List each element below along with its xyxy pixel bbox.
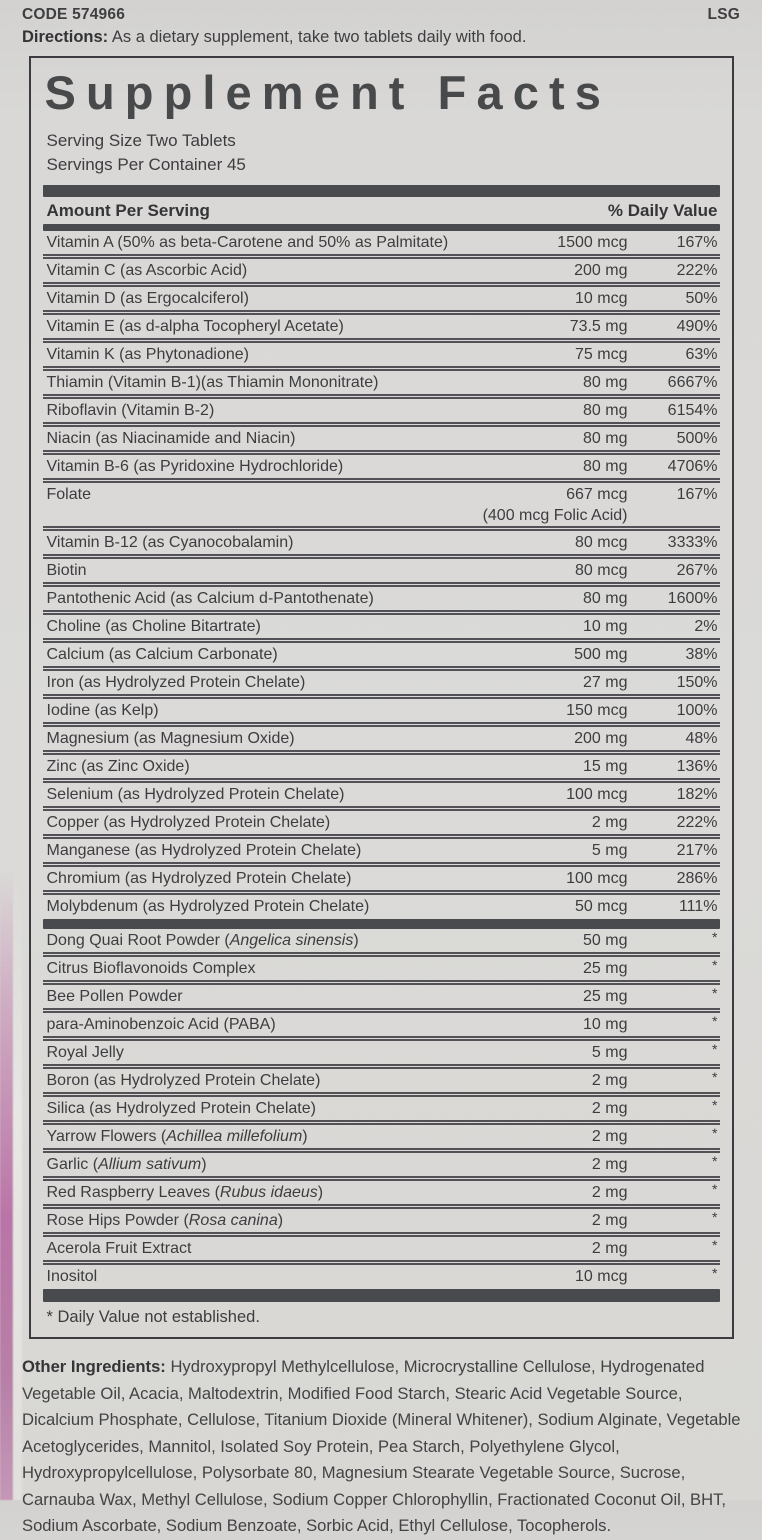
table-row xyxy=(43,890,720,918)
package-edge-pink xyxy=(0,870,13,1500)
daily-value: 182% xyxy=(676,786,718,804)
amount-value: 2 mg xyxy=(591,1100,628,1118)
daily-value-footnote: * Daily Value not established. xyxy=(46,1308,260,1327)
ingredient-name: Calcium (as Calcium Carbonate) xyxy=(46,646,278,664)
ingredient-name: Biotin xyxy=(46,562,87,580)
table-row xyxy=(43,1148,720,1176)
table-row xyxy=(43,254,720,282)
daily-value: 38% xyxy=(685,646,718,664)
ingredient-name: Vitamin A (50% as beta-Carotene and 50% as Palmitate) xyxy=(46,234,449,252)
amount-value: 25 mg xyxy=(583,988,628,1006)
ingredient-name: Magnesium (as Magnesium Oxide) xyxy=(46,730,295,748)
daily-value: 1600% xyxy=(667,590,718,608)
amount-value: 150 mcg xyxy=(566,702,628,720)
amount-value: 5 mg xyxy=(591,1044,628,1062)
ingredient-name: Iron (as Hydrolyzed Protein Chelate) xyxy=(46,674,306,692)
panel-title: Supplement Facts xyxy=(44,66,611,119)
amount-value: 50 mg xyxy=(583,932,628,950)
ingredient-name: Iodine (as Kelp) xyxy=(46,702,159,720)
ingredient-name: Yarrow Flowers (Achillea millefolium) xyxy=(46,1128,308,1146)
table-row xyxy=(43,310,720,338)
asterisk: * xyxy=(712,985,718,1002)
daily-value: 4706% xyxy=(667,458,718,476)
amount-value: 100 mcg xyxy=(566,870,628,888)
amount-value: 2 mg xyxy=(591,1072,628,1090)
ingredient-name: Molybdenum (as Hydrolyzed Protein Chelate) xyxy=(46,898,370,916)
ingredient-name: Vitamin B-6 (as Pyridoxine Hydrochloride) xyxy=(46,458,344,476)
asterisk: * xyxy=(712,1265,718,1282)
ingredient-name: Folate xyxy=(46,486,91,504)
asterisk: * xyxy=(712,1125,718,1142)
directions-label: Directions: xyxy=(22,28,109,46)
table-row xyxy=(43,806,720,834)
daily-value: 100% xyxy=(676,702,718,720)
asterisk: * xyxy=(712,1041,718,1058)
ingredient-name: Rose Hips Powder (Rosa canina) xyxy=(46,1212,284,1230)
daily-value: 6154% xyxy=(667,402,718,420)
ingredient-name: Vitamin C (as Ascorbic Acid) xyxy=(46,262,248,280)
latin-name: Allium sativum xyxy=(98,1156,202,1174)
table-row xyxy=(43,750,720,778)
amount-value: 15 mg xyxy=(583,758,628,776)
table-row xyxy=(43,1120,720,1148)
latin-name: Achillea millefolium xyxy=(166,1128,303,1146)
asterisk: * xyxy=(712,1181,718,1198)
daily-value: 150% xyxy=(676,674,718,692)
asterisk: * xyxy=(712,957,718,974)
ingredient-name: Selenium (as Hydrolyzed Protein Chelate) xyxy=(46,786,345,804)
ingredient-name: Manganese (as Hydrolyzed Protein Chelate) xyxy=(46,842,362,860)
daily-value: 217% xyxy=(676,842,718,860)
ingredient-name: Copper (as Hydrolyzed Protein Chelate) xyxy=(46,814,331,832)
amount-value: 100 mcg xyxy=(566,786,628,804)
table-row xyxy=(43,231,720,254)
daily-value: 6667% xyxy=(667,374,718,392)
daily-value: 50% xyxy=(685,290,718,308)
table-row xyxy=(43,778,720,806)
ingredient-name: Chromium (as Hydrolyzed Protein Chelate) xyxy=(46,870,352,888)
column-header-daily-value: % Daily Value xyxy=(607,201,718,221)
ingredient-name: Riboflavin (Vitamin B-2) xyxy=(46,402,215,420)
daily-value xyxy=(628,929,720,952)
directions-text: As a dietary supplement, take two tablets daily with food. xyxy=(111,28,527,46)
ingredient-name: Choline (as Choline Bitartrate) xyxy=(46,618,261,636)
daily-value: 63% xyxy=(685,346,718,364)
amount-value: 80 mg xyxy=(583,430,628,448)
amount-value: 500 mg xyxy=(574,646,628,664)
divider-bar-header xyxy=(43,224,720,231)
ingredient-name: Silica (as Hydrolyzed Protein Chelate) xyxy=(46,1100,316,1118)
asterisk: * xyxy=(712,929,718,946)
column-header-amount: Amount Per Serving xyxy=(46,201,210,221)
amount-value: 80 mcg xyxy=(575,534,628,552)
daily-value xyxy=(628,1237,720,1260)
table-row xyxy=(43,1204,720,1232)
daily-value xyxy=(628,1041,720,1064)
amount-value: 2 mg xyxy=(591,1240,628,1258)
daily-value xyxy=(628,1013,720,1036)
table-row xyxy=(43,834,720,862)
table-row xyxy=(43,1232,720,1260)
amount-value: 10 mcg xyxy=(575,290,628,308)
table-row xyxy=(43,638,720,666)
ingredient-name: Inositol xyxy=(46,1268,98,1286)
ingredient-name: Vitamin D (as Ergocalciferol) xyxy=(46,290,249,308)
amount-note: (400 mcg Folic Acid) xyxy=(482,507,628,525)
amount-value: 27 mg xyxy=(583,674,628,692)
code-text: CODE 574966 xyxy=(22,6,126,23)
other-ingredients-text: Hydroxypropyl Methylcellulose, Microcrystalline Cellulose, Hydrogenated Vegetable Oil, Acacia, Maltodextrin, Modified Food Starch, Stearic Acid Vegetable Source, Dicalcium Phosphate, Cellulose, Titanium Dioxide (Mineral Whitener), Sodium Alginate, Vegetable Acetoglycerides, Mannitol, Isolated Soy Protein, Pea Starch, Polyethylene Glycol, Hydroxypropylcellulose, Polysorbate 80, Magnesium Stearate Vegetable Source, Sucrose, Carnauba Wax, Methyl Cellulose, Sodium Copper Chlorophyllin, Fractionated Coconut Oil, BHT, Sodium Ascorbate, Sodium Benzoate, Sorbic Acid, Ethyl Cellulose, Tocopherols. xyxy=(22,1357,741,1536)
table-row xyxy=(43,862,720,890)
amount-value: 80 mg xyxy=(583,590,628,608)
daily-value: 3333% xyxy=(667,534,718,552)
herbal-rows-section xyxy=(43,929,720,1288)
table-header xyxy=(43,197,720,224)
table-row xyxy=(43,666,720,694)
daily-value: 48% xyxy=(685,730,718,748)
daily-value: 136% xyxy=(676,758,718,776)
amount-value: 1500 mcg xyxy=(557,234,628,252)
supplement-facts-panel xyxy=(29,56,734,1339)
table-row xyxy=(43,1008,720,1036)
table-row xyxy=(43,1036,720,1064)
table-row xyxy=(43,478,720,526)
amount-value: 80 mcg xyxy=(575,562,628,580)
amount-value: 5 mg xyxy=(591,842,628,860)
daily-value xyxy=(628,1069,720,1092)
table-row xyxy=(43,1176,720,1204)
divider-bar-section xyxy=(43,919,720,929)
table-row xyxy=(43,554,720,582)
table-row xyxy=(43,582,720,610)
table-row xyxy=(43,1064,720,1092)
table-row xyxy=(43,366,720,394)
asterisk: * xyxy=(712,1237,718,1254)
directions-line xyxy=(0,24,762,47)
table-row xyxy=(43,929,720,952)
asterisk: * xyxy=(712,1069,718,1086)
daily-value xyxy=(628,985,720,1008)
amount-value: 50 mcg xyxy=(575,898,628,916)
amount-value: 25 mg xyxy=(583,960,628,978)
amount-value: 80 mg xyxy=(583,374,628,392)
ingredient-name: Garlic (Allium sativum) xyxy=(46,1156,207,1174)
ingredient-name: Vitamin K (as Phytonadione) xyxy=(46,346,249,364)
daily-value: 222% xyxy=(676,814,718,832)
daily-value: 167% xyxy=(676,486,718,504)
daily-value: 500% xyxy=(676,430,718,448)
ingredient-name: Acerola Fruit Extract xyxy=(46,1240,192,1258)
daily-value: 111% xyxy=(678,898,718,916)
daily-value: 267% xyxy=(676,562,718,580)
ingredient-name: Niacin (as Niacinamide and Niacin) xyxy=(46,430,296,448)
ingredient-name: Vitamin E (as d-alpha Tocopheryl Acetate) xyxy=(46,318,344,336)
package-fold-highlight xyxy=(13,860,22,1500)
amount-value: 80 mg xyxy=(583,402,628,420)
table-row xyxy=(43,282,720,310)
daily-value: 2% xyxy=(694,618,718,636)
ingredient-name: Red Raspberry Leaves (Rubus idaeus) xyxy=(46,1184,324,1202)
amount-value: 80 mg xyxy=(583,458,628,476)
divider-bar-bottom xyxy=(43,1289,720,1302)
daily-value xyxy=(628,1265,720,1288)
daily-value: 286% xyxy=(676,870,718,888)
ingredient-name: Thiamin (Vitamin B-1)(as Thiamin Mononitrate) xyxy=(46,374,379,392)
label-top-row xyxy=(0,0,762,24)
ingredient-name: Boron (as Hydrolyzed Protein Chelate) xyxy=(46,1072,321,1090)
table-row xyxy=(43,980,720,1008)
ingredient-name: Pantothenic Acid (as Calcium d-Pantothenate) xyxy=(46,590,374,608)
servings-per-container: Servings Per Container 45 xyxy=(46,154,246,174)
amount-value: 2 mg xyxy=(591,1184,628,1202)
daily-value xyxy=(628,1209,720,1232)
daily-value xyxy=(628,1097,720,1120)
daily-value xyxy=(628,1125,720,1148)
amount-value: 200 mg xyxy=(574,730,628,748)
serving-size: Serving Size Two Tablets xyxy=(46,131,236,151)
asterisk: * xyxy=(712,1153,718,1170)
daily-value xyxy=(628,1181,720,1204)
table-row xyxy=(43,422,720,450)
nutrient-rows-section xyxy=(43,231,720,918)
daily-value xyxy=(628,957,720,980)
amount-value: 2 mg xyxy=(591,1128,628,1146)
table-row xyxy=(43,450,720,478)
amount-value: 73.5 mg xyxy=(569,318,628,336)
amount-value: 10 mg xyxy=(583,618,628,636)
table-row xyxy=(43,1092,720,1120)
table-row xyxy=(43,338,720,366)
other-ingredients-label: Other Ingredients: xyxy=(22,1357,166,1377)
ingredient-name: para-Aminobenzoic Acid (PABA) xyxy=(46,1016,276,1034)
divider-bar-top xyxy=(43,185,720,197)
asterisk: * xyxy=(712,1209,718,1226)
table-row xyxy=(43,526,720,554)
amount-value: 667 mcg (400 mcg Folic Acid) xyxy=(478,483,628,526)
amount-value: 2 mg xyxy=(591,1156,628,1174)
ingredient-name: Vitamin B-12 (as Cyanocobalamin) xyxy=(46,534,294,552)
table-row xyxy=(43,722,720,750)
amount-value: 2 mg xyxy=(591,1212,628,1230)
daily-value: 222% xyxy=(676,262,718,280)
table-row xyxy=(43,610,720,638)
amount-value: 10 mcg xyxy=(575,1268,628,1286)
latin-name: Angelica sinensis xyxy=(229,932,354,950)
latin-name: Rubus idaeus xyxy=(219,1184,318,1202)
ingredient-name: Bee Pollen Powder xyxy=(46,988,183,1006)
daily-value: 490% xyxy=(676,318,718,336)
ingredient-name: Citrus Bioflavonoids Complex xyxy=(46,960,256,978)
amount-value: 200 mg xyxy=(574,262,628,280)
ingredient-name: Royal Jelly xyxy=(46,1044,124,1062)
latin-name: Rosa canina xyxy=(188,1212,278,1230)
daily-value xyxy=(628,1153,720,1176)
amount-value: 75 mcg xyxy=(575,346,628,364)
table-row xyxy=(43,394,720,422)
amount-value: 10 mg xyxy=(583,1016,628,1034)
amount-value: 2 mg xyxy=(591,814,628,832)
lsg-text: LSG xyxy=(707,6,740,23)
daily-value: 167% xyxy=(676,234,718,252)
table-row xyxy=(43,694,720,722)
ingredient-name: Zinc (as Zinc Oxide) xyxy=(46,758,190,776)
table-row xyxy=(43,952,720,980)
asterisk: * xyxy=(712,1013,718,1030)
ingredient-name: Dong Quai Root Powder (Angelica sinensis) xyxy=(46,932,359,950)
other-ingredients xyxy=(0,1354,762,1540)
asterisk: * xyxy=(712,1097,718,1114)
table-row xyxy=(43,1260,720,1288)
